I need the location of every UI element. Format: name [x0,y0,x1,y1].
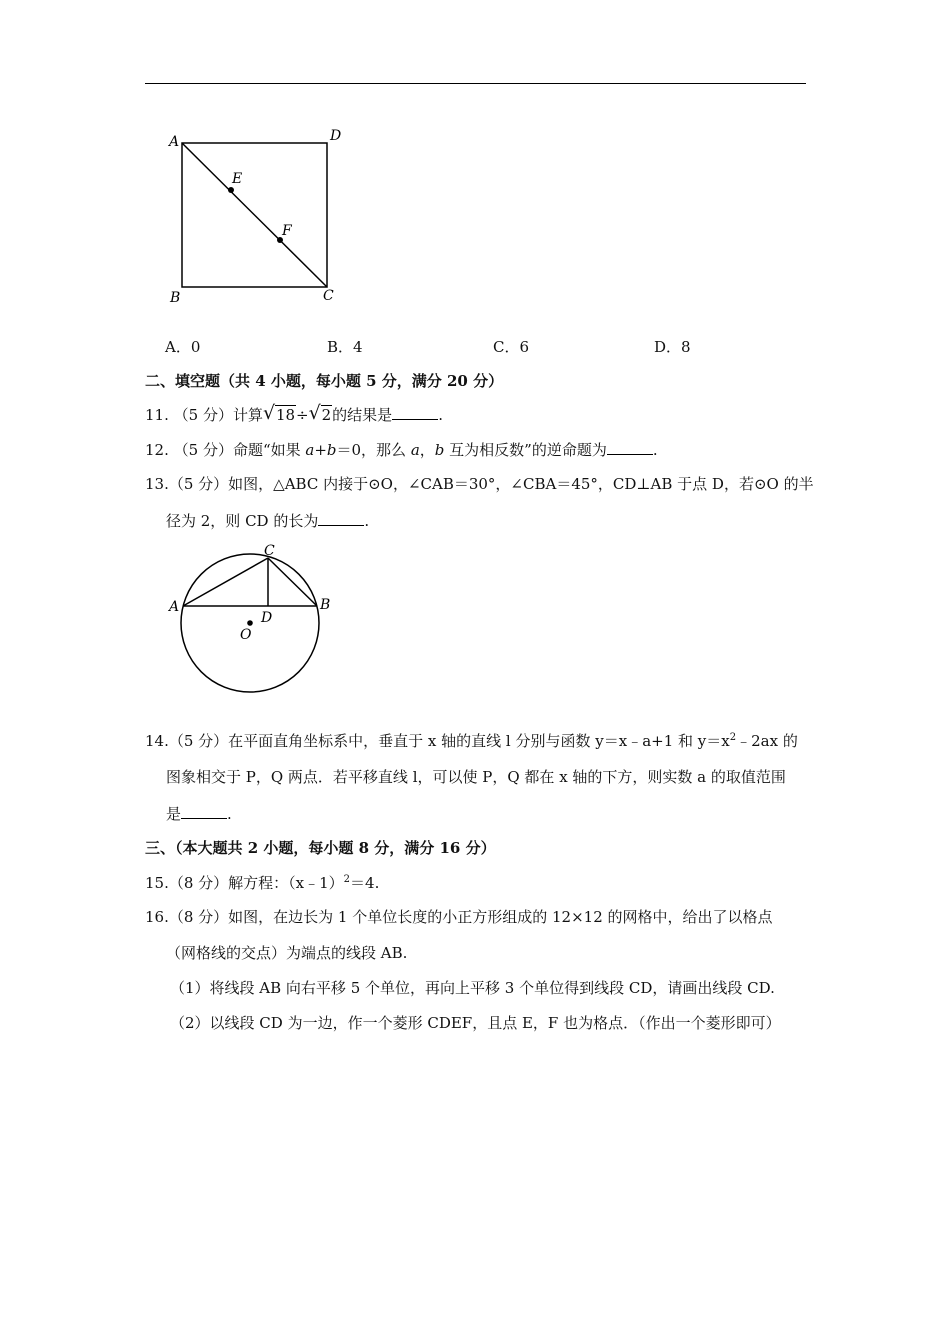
q11-text: （5 分）计算 [173,406,263,424]
label-o: O [240,627,252,643]
radicand-18: 18 [275,406,296,424]
q15-text-b: ＝4. [350,874,380,892]
header-rule [145,83,806,84]
q15-superscript: 2 [343,874,351,885]
label-c: C [264,543,275,559]
question-14-line2: 图象相交于 P，Q 两点．若平移直线 l，可以使 P，Q 都在 x 轴的下方，则实数 a 的取值范围 [166,768,786,786]
label-a: A [169,134,180,150]
q14-line1-text: 14.（5 分）在平面直角坐标系中，垂直于 x 轴的直线 l 分别与函数 y＝x﹣a+1 和 y＝x [145,732,730,750]
q12-number: 12. [145,441,169,459]
answer-blank [607,442,653,455]
q11-end: . [438,406,443,424]
q12-end: . [652,441,658,459]
chord-bc [268,558,317,606]
q12-comma: ， [419,441,435,459]
answer-blank [181,806,227,819]
label-f: F [282,223,292,239]
circle-figure [160,538,340,698]
q12-text-b: ＝0，那么 [336,441,411,459]
label-e: E [232,171,243,187]
q11-number: 11. [145,406,169,424]
label-b: B [320,597,331,613]
chord-ac [183,558,268,606]
question-15 [145,872,379,893]
center-o [247,620,253,626]
option-c: C．6 [493,338,530,356]
divide-sign: ÷ [296,406,309,424]
question-14-line1 [145,730,798,751]
q12-expr: a+b [305,441,337,459]
section2-title: 二、填空题（共 4 小题，每小题 5 分，满分 20 分） [145,372,504,390]
q14-line3-text: 是 [166,805,182,823]
q14-line1-tail: ﹣2ax 的 [736,732,798,750]
q12-text-a: （5 分）命题“如果 [173,441,306,459]
question-11 [145,404,443,425]
label-d: D [330,128,342,144]
sqrt-18: √ 18 [262,402,296,424]
diagonal-ac [182,143,327,287]
answer-blank [318,513,364,526]
q12-var-b: b [434,441,445,459]
q12-text-c: 互为相反数”的逆命题为 [444,441,607,459]
question-16-line2: （网格线的交点）为端点的线段 AB. [166,944,408,962]
square-figure [160,122,350,307]
option-d: D．8 [654,338,691,356]
option-a: A．0 [165,338,201,356]
q14-end: . [227,805,232,823]
radicand-2: 2 [321,406,332,424]
sqrt-2: √ 2 [308,402,332,424]
q12-var-a: a [410,441,420,459]
q15-text-a: 15.（8 分）解方程：（x﹣1） [145,874,344,892]
q13-end: . [364,512,370,530]
point-e [228,187,234,193]
q13-line2-text: 径为 2，则 CD 的长为 [166,512,319,530]
q14-superscript: 2 [729,732,737,743]
question-16-part2: （2）以线段 CD 为一边，作一个菱形 CDEF，且点 E，F 也为格点．（作出一个菱形即可） [170,1014,781,1032]
question-16-part1: （1）将线段 AB 向右平移 5 个单位，再向上平移 3 个单位得到线段 CD，请画出线段 CD. [170,979,775,997]
label-b: B [170,290,181,306]
question-13-line2 [166,510,369,531]
question-14-line3 [166,803,232,824]
option-b: B．4 [327,338,363,356]
q11-tail: 的结果是 [332,406,393,424]
question-12 [145,439,658,460]
question-13-line1: 13.（5 分）如图，△ABC 内接于⊙O，∠CAB＝30°，∠CBA＝45°，CD⊥AB 于点 D，若⊙O 的半 [145,475,814,493]
answer-blank [392,407,438,420]
label-c: C [323,288,334,304]
section3-title: 三、（本大题共 2 小题，每小题 8 分，满分 16 分） [145,839,496,857]
question-16-line1: 16.（8 分）如图，在边长为 1 个单位长度的小正方形组成的 12×12 的网格中，给出了以格点 [145,908,773,926]
label-d: D [261,610,273,626]
label-a: A [169,599,180,615]
